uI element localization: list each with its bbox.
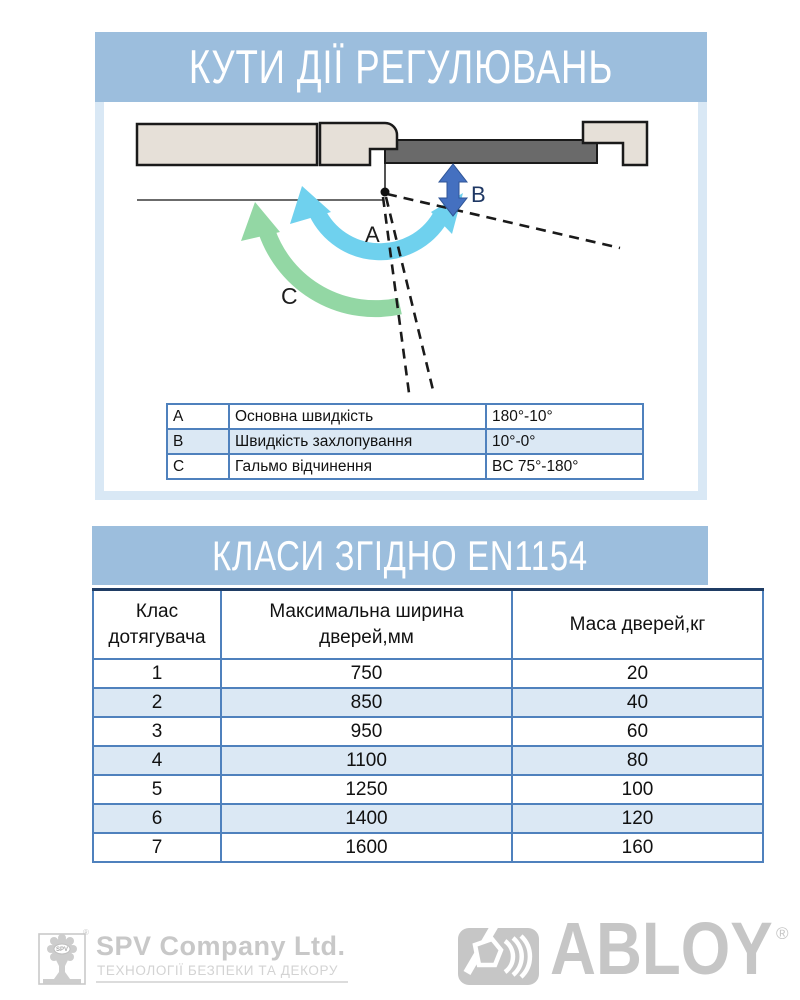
- header-max-door-width: Максимальна ширина дверей,мм: [221, 590, 512, 660]
- row-name-cell: Швидкість захлопування: [229, 429, 486, 454]
- adjustment-angles-panel: [95, 32, 707, 500]
- class-cell: 3: [93, 717, 221, 746]
- class-cell: 6: [93, 804, 221, 833]
- class-cell: 4: [93, 746, 221, 775]
- diagram-label-b: B: [471, 182, 486, 207]
- row-key-cell: A: [167, 404, 229, 429]
- width-cell: 1250: [221, 775, 512, 804]
- table-row: [93, 659, 763, 688]
- mass-cell: 120: [512, 804, 763, 833]
- mass-cell: 80: [512, 746, 763, 775]
- header-closer-class: Клас дотягувача: [93, 590, 221, 660]
- footer: [0, 907, 800, 998]
- mass-cell: 100: [512, 775, 763, 804]
- row-value-cell: 180°-10°: [486, 404, 643, 429]
- table-row: [93, 688, 763, 717]
- hinge-pivot-dot: [381, 188, 390, 197]
- door-panel-open-180: [385, 140, 597, 163]
- section2-title-band: [92, 526, 708, 585]
- table-row: [167, 404, 643, 429]
- class-cell: 2: [93, 688, 221, 717]
- spv-tagline: ТЕХНОЛОГІЇ БЕЗПЕКИ ТА ДЕКОРУ: [96, 962, 348, 983]
- table-row: [93, 746, 763, 775]
- svg-text:®: ®: [83, 928, 89, 937]
- table-row: [93, 804, 763, 833]
- section1-title-band: [95, 32, 707, 102]
- row-name-cell: Гальмо відчинення: [229, 454, 486, 479]
- table-row: [167, 429, 643, 454]
- row-key-cell: B: [167, 429, 229, 454]
- table-header-row: [93, 590, 763, 660]
- spv-logo-icon: [36, 925, 92, 989]
- door-position-open-dashed-line-2: [383, 197, 409, 393]
- mass-cell: 160: [512, 833, 763, 862]
- width-cell: 950: [221, 717, 512, 746]
- diagram-label-a: A: [365, 222, 380, 247]
- adjustment-table: [166, 403, 644, 480]
- row-value-cell: 10°-0°: [486, 429, 643, 454]
- table-row: [93, 833, 763, 862]
- mass-cell: 40: [512, 688, 763, 717]
- abloy-wordmark: ABLOY: [550, 907, 773, 990]
- spv-emblem-text: SPV: [55, 947, 69, 954]
- width-cell: 850: [221, 688, 512, 717]
- width-cell: 1600: [221, 833, 512, 862]
- section1-title: КУТИ ДІЇ РЕГУЛЮВАНЬ: [188, 40, 614, 93]
- table-row: [93, 717, 763, 746]
- diagram-label-c: C: [281, 283, 298, 309]
- row-value-cell: BC 75°-180°: [486, 454, 643, 479]
- header-door-mass: Маса дверей,кг: [512, 590, 763, 660]
- abloy-registered-mark: ®: [776, 924, 789, 943]
- mass-cell: 60: [512, 717, 763, 746]
- spv-company-name: SPV Company Ltd.: [96, 931, 346, 961]
- table-row: [93, 775, 763, 804]
- section2-title: КЛАСИ ЗГІДНО EN1154: [212, 532, 588, 579]
- en1154-classes-section: [92, 526, 708, 858]
- door-closer-angle-diagram: [95, 100, 707, 405]
- wall-left-section: [137, 124, 317, 165]
- width-cell: 1400: [221, 804, 512, 833]
- abloy-emblem-icon: [458, 928, 540, 986]
- class-cell: 5: [93, 775, 221, 804]
- spv-company-block: [96, 932, 348, 983]
- width-cell: 1100: [221, 746, 512, 775]
- mass-cell: 20: [512, 659, 763, 688]
- width-cell: 750: [221, 659, 512, 688]
- row-key-cell: C: [167, 454, 229, 479]
- table-row: [167, 454, 643, 479]
- class-cell: 1: [93, 659, 221, 688]
- row-name-cell: Основна швидкість: [229, 404, 486, 429]
- en1154-classes-table: [92, 588, 764, 863]
- class-cell: 7: [93, 833, 221, 862]
